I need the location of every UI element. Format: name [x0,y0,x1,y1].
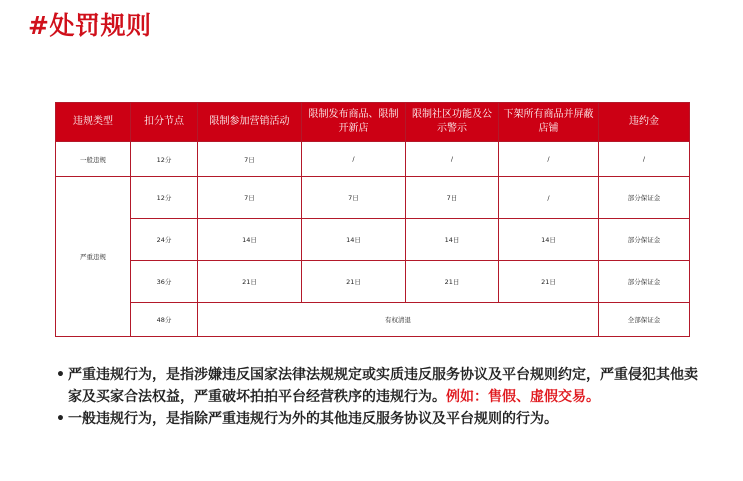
table-cell: 7日 [302,177,406,219]
note-severe-example: 例如：售假、虚假交易。 [446,389,600,405]
table-row-severe [56,303,690,337]
table-cell: 14日 [302,219,406,261]
cell-type-general: 一般违规 [56,142,131,177]
table-cell: 7日 [406,177,499,219]
table-row-severe [56,219,690,261]
page-title: #处罚规则 [28,11,152,40]
table-cell: / [406,142,499,177]
cell-type-severe: 严重违规 [56,177,131,337]
header-publish-limit: 限制发布商品、限制开新店 [302,103,406,142]
cell-points: 48分 [131,303,198,337]
table-cell: 14日 [198,219,302,261]
cell-merged-dismissal: 有权清退 [198,303,599,337]
header-delist-shop: 下架所有商品并屏蔽店铺 [499,103,599,142]
table-cell: 21日 [499,261,599,303]
header-points: 扣分节点 [131,103,198,142]
table-cell: / [302,142,406,177]
note-severe-text: 严重违规行为，是指涉嫌违反国家法律法规规定或实质违反服务协议及平台规则约定，严重侵犯其他卖家及买家合法权益，严重破坏拍拍平台经营秩序的违规行为。 [68,367,698,405]
table-cell: / [499,142,599,177]
table-row-general [56,142,690,177]
bullet-dot-icon: • [56,411,65,427]
table-cell: 21日 [198,261,302,303]
cell-points: 36分 [131,261,198,303]
cell-points: 12分 [131,177,198,219]
note-severe [56,364,706,408]
header-violation-type: 违规类型 [56,103,131,142]
header-marketing-limit: 限制参加营销活动 [198,103,302,142]
table-cell: 部分保证金 [599,219,690,261]
table-cell: 全部保证金 [599,303,690,337]
note-general-text: 一般违规行为，是指除严重违规行为外的其他违反服务协议及平台规则的行为。 [68,411,558,427]
note-general [56,408,706,430]
table-row-severe [56,261,690,303]
table-cell: 14日 [499,219,599,261]
table-header-row [56,103,690,142]
header-fine: 违约金 [599,103,690,142]
penalty-table [55,102,690,337]
cell-points: 24分 [131,219,198,261]
table-cell: / [499,177,599,219]
table-cell: 7日 [198,142,302,177]
notes-list [56,364,706,430]
table-cell: 14日 [406,219,499,261]
table-cell: 部分保证金 [599,177,690,219]
table-cell: 7日 [198,177,302,219]
header-community-limit: 限制社区功能及公示警示 [406,103,499,142]
table-cell: 部分保证金 [599,261,690,303]
table-cell: 21日 [406,261,499,303]
table-cell: 21日 [302,261,406,303]
cell-points: 12分 [131,142,198,177]
table-cell: / [599,142,690,177]
bullet-dot-icon: • [56,367,65,383]
table-row-severe [56,177,690,219]
